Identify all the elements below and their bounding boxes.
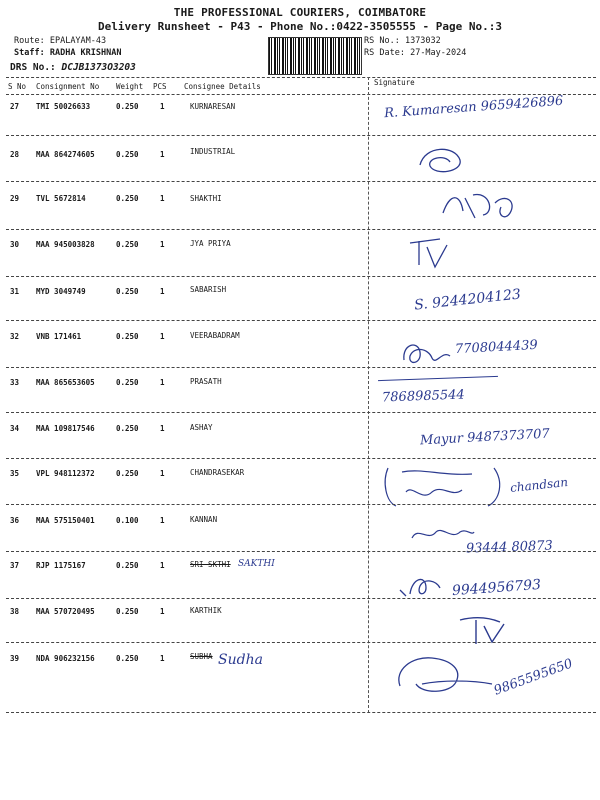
row-consignee: KURNARESAN <box>190 102 236 111</box>
row-divider <box>6 229 596 230</box>
row-divider <box>6 320 596 321</box>
row-divider <box>6 276 596 277</box>
row-pcs: 1 <box>160 378 165 387</box>
row-sno: 30 <box>10 240 20 249</box>
route-line <box>14 36 106 46</box>
consignee-correction: SAKTHI <box>238 559 275 569</box>
row-sno: 28 <box>10 150 20 159</box>
table-bottom-rule <box>6 712 596 713</box>
row-consignment: VPL 948112372 <box>36 469 95 478</box>
barcode-image <box>268 37 362 75</box>
table-top-rule <box>6 77 596 78</box>
row-pcs: 1 <box>160 607 165 616</box>
rs-date-label: RS Date: <box>364 48 405 58</box>
row-pcs: 1 <box>160 194 165 203</box>
row-divider <box>6 367 596 368</box>
row-consignee: ASHAY <box>190 423 213 432</box>
drs-line <box>10 62 136 73</box>
row-consignment: MAA 570720495 <box>36 607 95 616</box>
col-weight: Weight <box>116 82 144 91</box>
col-signature: Signature <box>374 78 415 87</box>
row-signature: R. Kumaresan 9659426896 <box>383 93 564 122</box>
row-weight: 0.100 <box>116 516 139 525</box>
row-divider <box>6 458 596 459</box>
row-consignee: KARTHIK <box>190 606 222 615</box>
row-consignee: SHAKTHI <box>190 194 222 203</box>
row-pcs: 1 <box>160 469 165 478</box>
staff-value: RADHA KRISHNAN <box>49 48 122 58</box>
row-pcs: 1 <box>160 150 165 159</box>
row-sno: 32 <box>10 332 20 341</box>
route-label: Route: <box>14 36 45 46</box>
row-consignee: CHANDRASEKAR <box>190 468 245 477</box>
row-pcs: 1 <box>160 287 165 296</box>
row-pcs: 1 <box>160 424 165 433</box>
row-sno: 34 <box>10 424 20 433</box>
row-weight: 0.250 <box>116 378 139 387</box>
row-consignee: PRASATH <box>190 377 222 386</box>
rs-no-line <box>364 36 441 46</box>
row-sno: 31 <box>10 287 20 296</box>
row-divider <box>6 551 596 552</box>
row-consignee: INDUSTRIAL <box>190 147 236 156</box>
row-pcs: 1 <box>160 561 165 570</box>
drs-label: DRS No.: <box>10 62 56 73</box>
row-pcs: 1 <box>160 654 165 663</box>
row-consignee: VEERABADRAM <box>190 331 240 340</box>
row-weight: 0.250 <box>116 561 139 570</box>
row-weight: 0.250 <box>116 102 139 111</box>
row-consignment: MAA 109817546 <box>36 424 95 433</box>
row-consignment: MAA 945003828 <box>36 240 95 249</box>
row-pcs: 1 <box>160 240 165 249</box>
row-divider <box>6 642 596 643</box>
row-weight: 0.250 <box>116 607 139 616</box>
drs-value: DCJB1373O3203 <box>61 62 136 73</box>
row-weight: 0.250 <box>116 332 139 341</box>
rs-date-line <box>364 48 466 58</box>
signature-scribble <box>392 650 502 700</box>
row-consignee: SUBHA <box>190 652 213 661</box>
signature-strokes <box>378 376 498 381</box>
rs-no-value: 1373032 <box>404 36 441 46</box>
row-sno: 33 <box>10 378 20 387</box>
row-consignment: VNB 171461 <box>36 332 82 341</box>
runsheet-subtitle: Delivery Runsheet - P43 - Phone No.:0422-3505555 - Page No.:3 <box>98 20 502 33</box>
row-signature: chandsan <box>509 475 569 495</box>
signature-scribble <box>396 570 446 600</box>
row-sno: 37 <box>10 561 20 570</box>
row-signature: 9865595650 <box>491 656 575 699</box>
row-pcs: 1 <box>160 516 165 525</box>
signature-scribble <box>435 183 525 228</box>
row-divider <box>6 135 596 136</box>
row-consignee: KANNAN <box>190 515 218 524</box>
row-signature: 7708044439 <box>454 337 539 358</box>
row-signature: 7868985544 <box>381 387 465 406</box>
rs-no-label: RS No.: <box>364 36 400 46</box>
col-pcs: PCS <box>153 82 167 91</box>
staff-line <box>14 48 122 58</box>
row-consignment: MYD 3049749 <box>36 287 86 296</box>
signature-scribble <box>415 140 475 180</box>
row-pcs: 1 <box>160 102 165 111</box>
signature-column-divider <box>368 77 369 713</box>
header-bottom-rule <box>6 94 596 95</box>
rs-date-value: 27-May-2024 <box>410 48 467 58</box>
col-consignment: Consignment No <box>36 82 100 91</box>
page-title: THE PROFESSIONAL COURIERS, COIMBATORE <box>173 6 427 19</box>
row-sno: 27 <box>10 102 20 111</box>
staff-label: Staff: <box>14 48 45 58</box>
row-sno: 35 <box>10 469 20 478</box>
signature-scribble <box>405 235 455 275</box>
consignee-correction: Sudha <box>218 652 263 668</box>
row-consignment: MAA 864274605 <box>36 150 95 159</box>
row-consignment: TMI 50026633 <box>36 102 91 111</box>
row-consignment: RJP 1175167 <box>36 561 86 570</box>
row-weight: 0.250 <box>116 150 139 159</box>
row-signature: 93444 80873 <box>465 538 554 557</box>
row-weight: 0.250 <box>116 469 139 478</box>
row-consignment: MAA 575150401 <box>36 516 95 525</box>
col-consignee: Consignee Details <box>184 82 261 91</box>
row-signature: S. 9244204123 <box>413 286 522 314</box>
row-consignment: TVL 5672814 <box>36 194 86 203</box>
row-weight: 0.250 <box>116 287 139 296</box>
row-divider <box>6 598 596 599</box>
row-consignee: JYA PRIYA <box>190 239 231 248</box>
row-consignment: MAA 865653605 <box>36 378 95 387</box>
row-divider <box>6 504 596 505</box>
col-sno: S No <box>8 82 27 91</box>
route-value: EPALAYAM-43 <box>49 36 107 46</box>
signature-scribble <box>398 336 458 368</box>
row-weight: 0.250 <box>116 424 139 433</box>
row-signature: Mayur 9487373707 <box>419 426 551 449</box>
row-consignee: SABARISH <box>190 285 227 294</box>
row-weight: 0.250 <box>116 654 139 663</box>
row-pcs: 1 <box>160 332 165 341</box>
row-signature: 9944956793 <box>451 576 542 600</box>
row-consignee: SRI SKTHI <box>190 560 231 569</box>
row-weight: 0.250 <box>116 240 139 249</box>
row-divider <box>6 181 596 182</box>
row-divider <box>6 412 596 413</box>
row-consignment: NDA 906232156 <box>36 654 95 663</box>
row-sno: 38 <box>10 607 20 616</box>
row-sno: 39 <box>10 654 20 663</box>
row-sno: 36 <box>10 516 20 525</box>
row-weight: 0.250 <box>116 194 139 203</box>
row-sno: 29 <box>10 194 20 203</box>
